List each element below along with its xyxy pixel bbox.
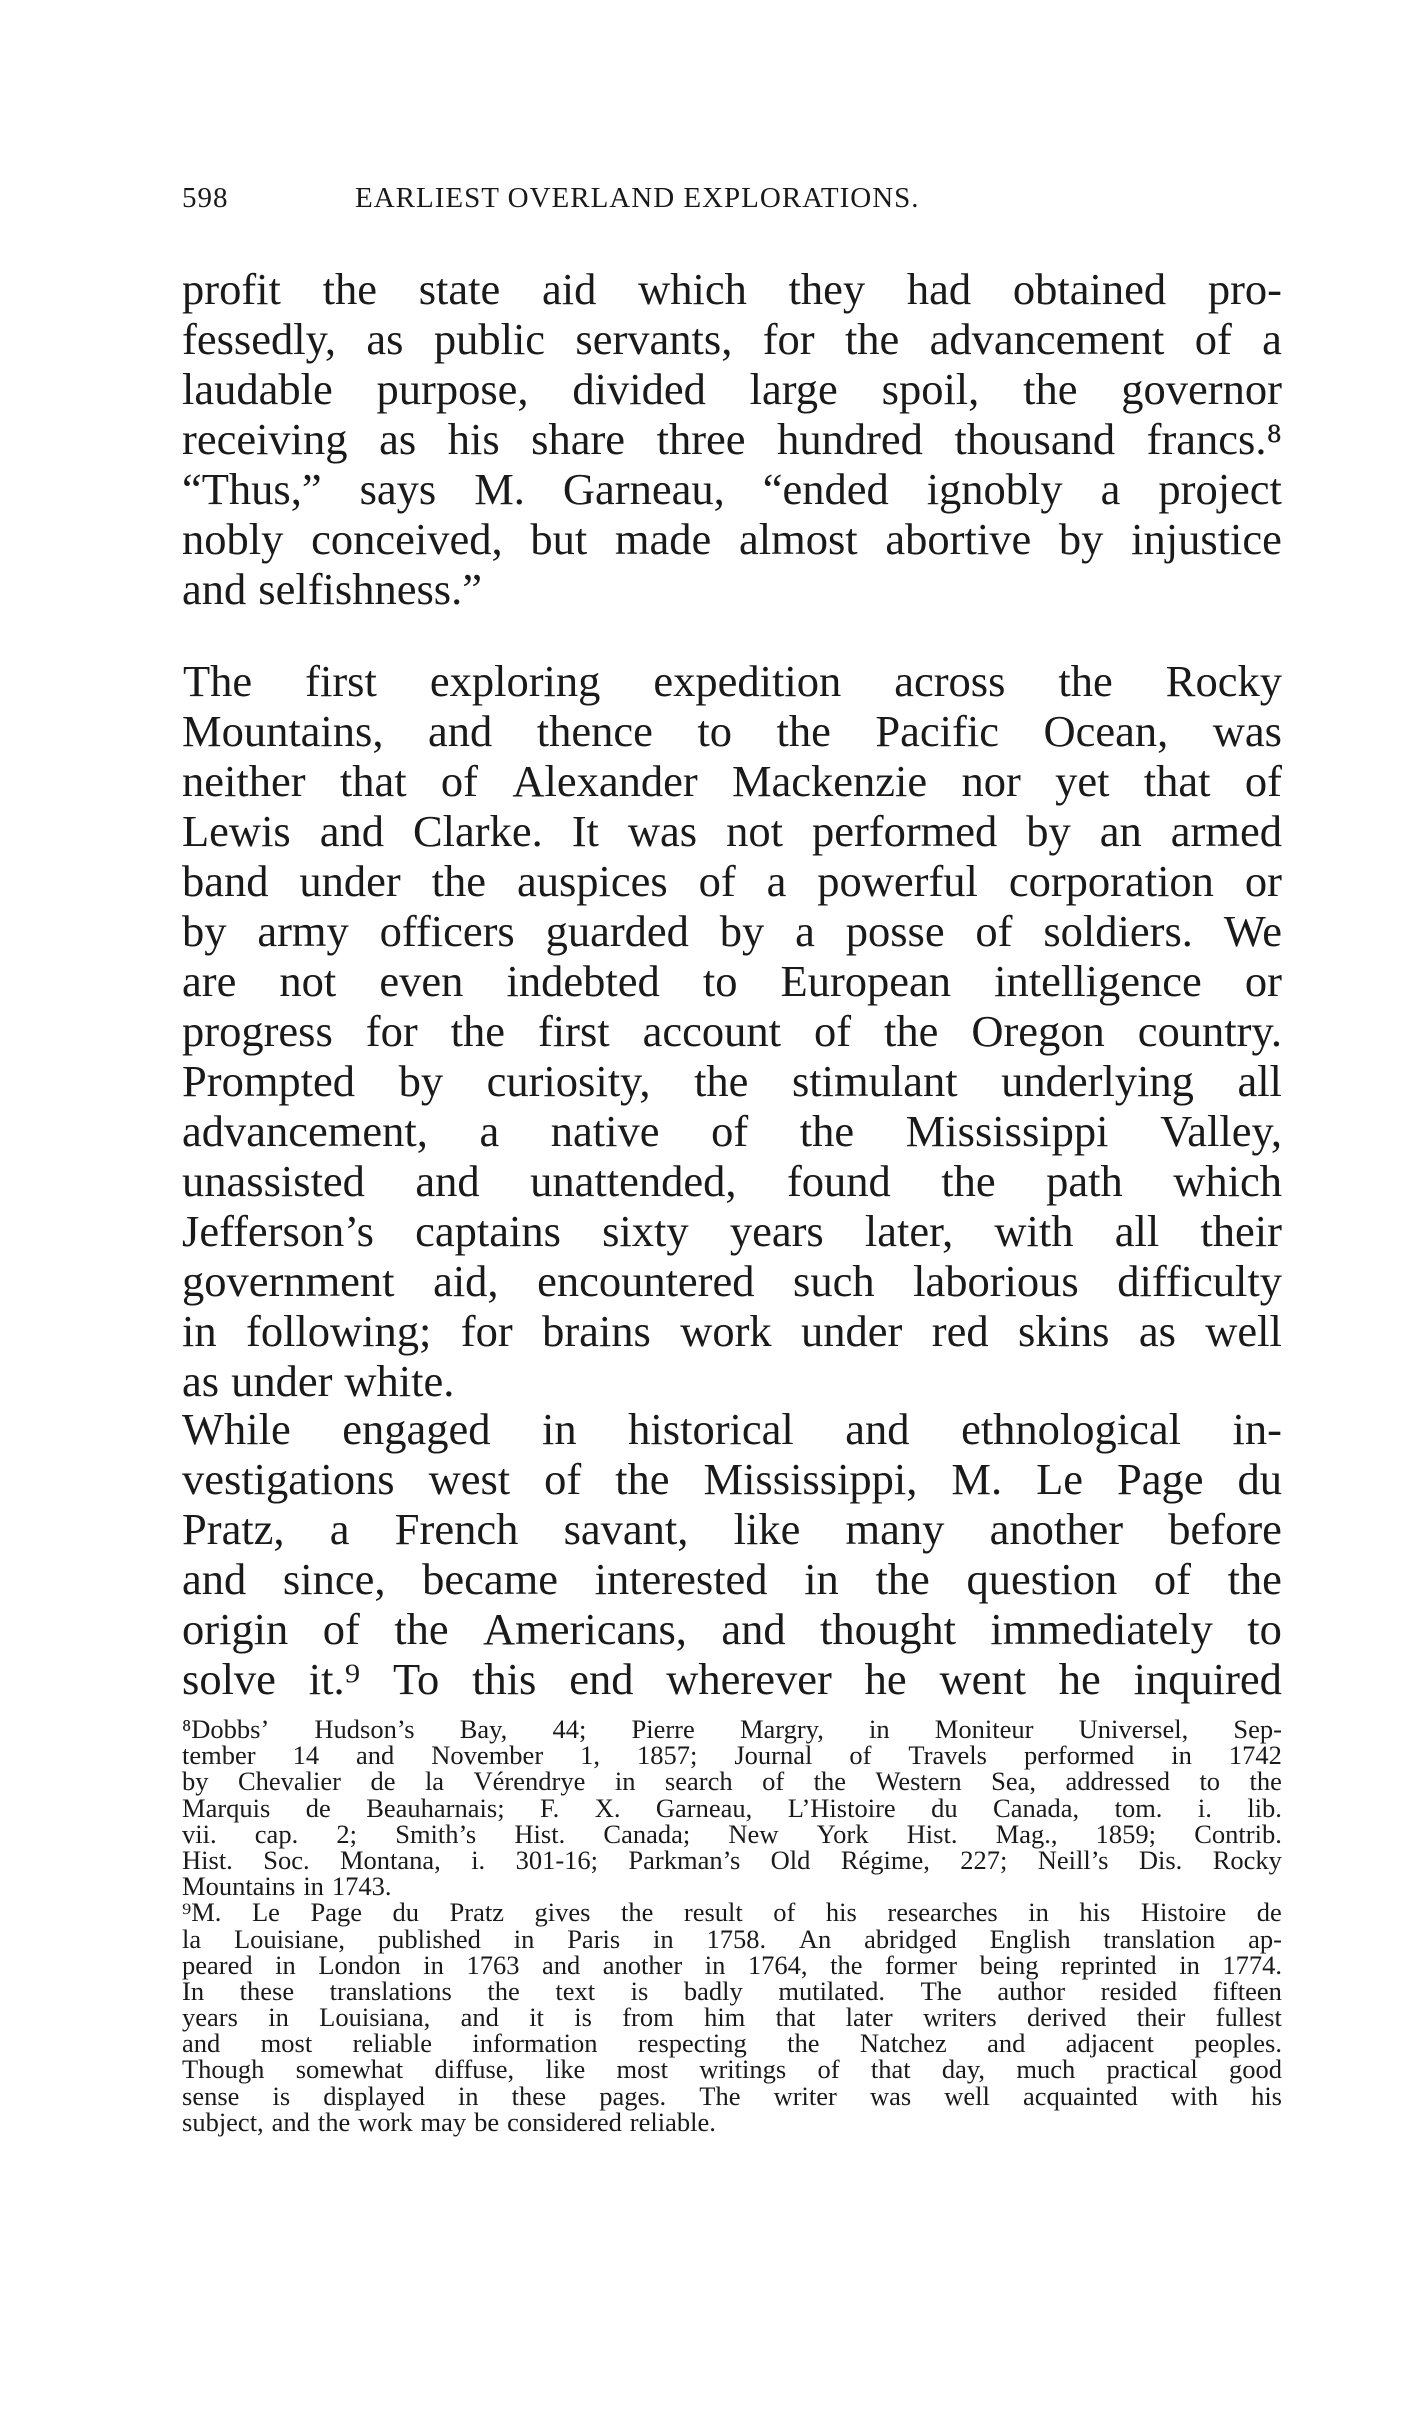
text-line: Lewis and Clarke. It was not performed by an armed: [182, 806, 1282, 856]
text-line: are not even indebted to European intelligence or: [182, 956, 1282, 1006]
text-line: The first exploring expedition across the Rocky: [183, 656, 1282, 706]
footnote-line: ⁸Dobbs’ Hudson’s Bay, 44; Pierre Margry, in Moniteur Universel, Sep-: [182, 1714, 1282, 1744]
footnote-9: [182, 1899, 1282, 2135]
footnote-line: vii. cap. 2; Smith’s Hist. Canada; New York Hist. Mag., 1859; Contrib.: [182, 1818, 1282, 1849]
footnote-8: [182, 1714, 1282, 1902]
footnote-line: peared in London in 1763 and another in 1764, the former being reprinted in 1774.: [182, 1949, 1282, 1980]
footnote-line: and most reliable information respecting the Natchez and adjacent peoples.: [182, 2028, 1282, 2059]
paragraph-2: [182, 656, 1282, 1406]
footnote-line: Mountains in 1743.: [182, 1871, 392, 1902]
text-line: Prompted by curiosity, the stimulant underlying all: [182, 1056, 1282, 1106]
text-line: advancement, a native of the Mississippi Valley,: [182, 1106, 1282, 1156]
text-line: receiving as his share three hundred thousand francs.⁸: [182, 414, 1282, 464]
text-line: profit the state aid which they had obtained pro-: [182, 264, 1282, 314]
text-line: by army officers guarded by a posse of soldiers. We: [182, 906, 1282, 956]
footnote-line: tember 14 and November 1, 1857; Journal of Travels performed in 1742: [182, 1740, 1282, 1771]
footnote-line: by Chevalier de la Vérendrye in search of the Western Sea, addressed to the: [182, 1766, 1282, 1797]
text-line: band under the auspices of a powerful corporation or: [182, 856, 1282, 906]
text-line: solve it.⁹ To this end wherever he went he inquired: [182, 1654, 1282, 1704]
paragraph-1: [182, 264, 1282, 614]
text-line: fessedly, as public servants, for the advancement of a: [182, 314, 1282, 364]
text-line: progress for the first account of the Oregon country.: [182, 1006, 1282, 1056]
paragraph-3: [182, 1404, 1282, 1704]
footnote-line: Though somewhat diffuse, like most writings of that day, much practical good: [182, 2054, 1282, 2085]
text-line: origin of the Americans, and thought immediately to: [182, 1604, 1282, 1654]
text-line: unassisted and unattended, found the path which: [182, 1156, 1282, 1206]
running-head-title: EARLIEST OVERLAND EXPLORATIONS.: [355, 182, 920, 214]
footnote-line: la Louisiane, published in Paris in 1758. An abridged English translation ap-: [182, 1923, 1282, 1954]
text-line: neither that of Alexander Mackenzie nor yet that of: [182, 756, 1282, 806]
text-line: “Thus,” says M. Garneau, “ended ignobly a project: [182, 464, 1282, 514]
running-head: [182, 182, 1282, 222]
footnote-line: In these translations the text is badly mutilated. The author resided fifteen: [182, 1975, 1282, 2006]
text-line: government aid, encountered such laborious difficulty: [182, 1256, 1282, 1306]
text-line: Pratz, a French savant, like many another before: [182, 1504, 1282, 1554]
footnote-line: ⁹M. Le Page du Pratz gives the result of his researches in his Histoire de: [182, 1897, 1282, 1928]
text-line: and since, became interested in the question of the: [182, 1554, 1282, 1604]
text-line: in following; for brains work under red skins as well: [182, 1306, 1282, 1356]
footnote-line: Hist. Soc. Montana, i. 301-16; Parkman’s Old Régime, 227; Neill’s Dis. Rocky: [182, 1844, 1282, 1875]
page-number: 598: [182, 182, 229, 214]
text-line: and selfishness.”: [182, 564, 482, 614]
footnote-line: subject, and the work may be considered reliable.: [182, 2106, 716, 2137]
text-line: laudable purpose, divided large spoil, the governor: [182, 364, 1282, 414]
text-line: nobly conceived, but made almost abortive by injustice: [182, 514, 1282, 564]
footnote-line: Marquis de Beauharnais; F. X. Garneau, L’Histoire du Canada, tom. i. lib.: [182, 1792, 1282, 1823]
text-line: While engaged in historical and ethnological in-: [182, 1404, 1282, 1454]
text-line: as under white.: [182, 1356, 455, 1406]
footnote-line: years in Louisiana, and it is from him that later writers derived their fullest: [182, 2002, 1282, 2033]
text-line: Jefferson’s captains sixty years later, with all their: [182, 1206, 1282, 1256]
text-line: vestigations west of the Mississippi, M. Le Page du: [182, 1454, 1282, 1504]
text-line: Mountains, and thence to the Pacific Ocean, was: [182, 706, 1282, 756]
footnotes: [182, 1716, 1282, 2135]
footnote-line: sense is displayed in these pages. The writer was well acquainted with his: [182, 2080, 1282, 2111]
